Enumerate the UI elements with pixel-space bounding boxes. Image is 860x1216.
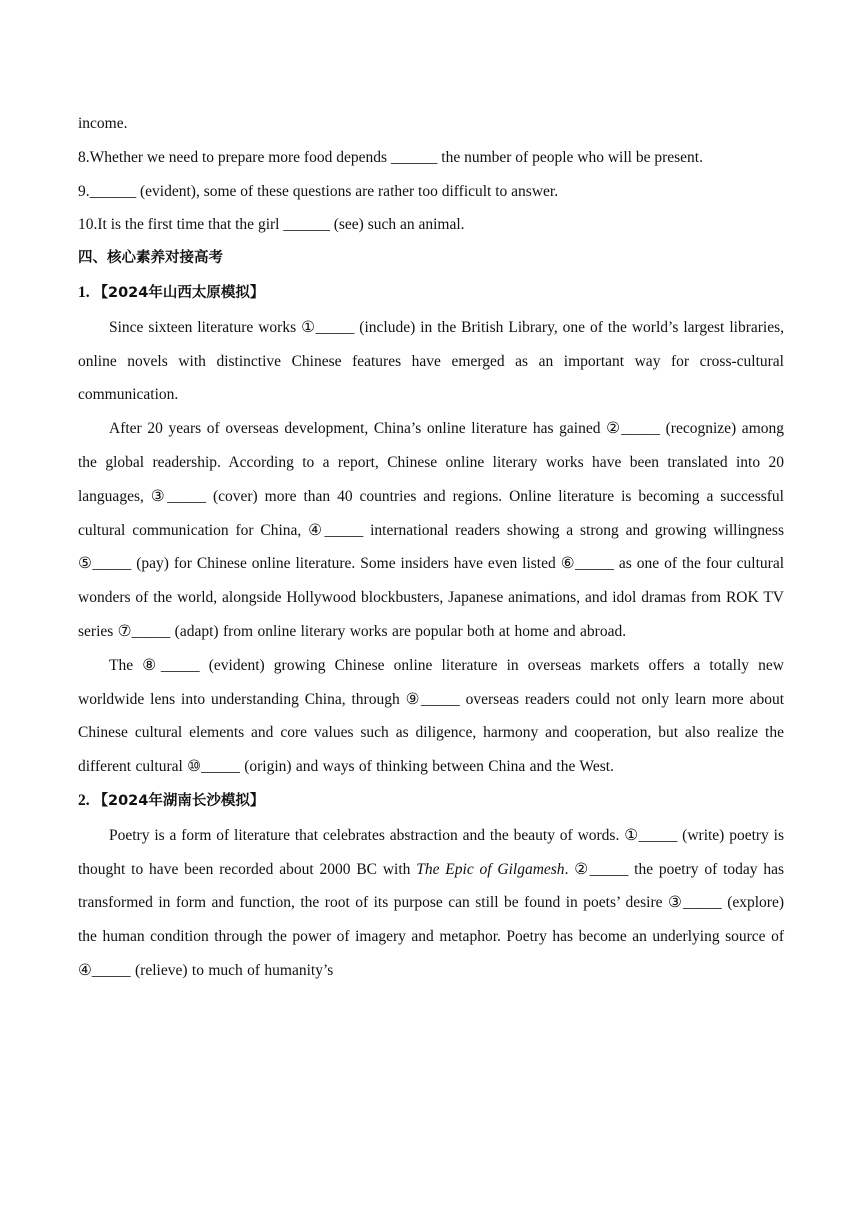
- item-2-text-b: . ②_____ the poetry of today has transformed in form and function, the root of its purpose can still be found in poets’ desire ③_____ (explore) the human condition through the power of imagery and metaphor. Poetry has become an underlying source of ④_____ (relieve) to much of humanity’s: [78, 860, 784, 979]
- question-8: 8.Whether we need to prepare more food depends ______ the number of people who will be present.: [78, 148, 703, 166]
- item-2-header: [78, 784, 784, 819]
- item-2-text-a: Poetry is a form of literature that celebrates abstraction and the beauty of words. ①_____ (write) poetry is thought to have been recorded about 2000 BC with: [78, 826, 784, 878]
- section-heading: 四、核心素养对接高考: [78, 250, 223, 267]
- item-2-source: 【2024年湖南长沙模拟】: [93, 792, 265, 809]
- item-1-header: [78, 276, 784, 311]
- item-1-paragraph-3: The ⑧_____ (evident) growing Chinese online literature in overseas markets offers a totally new worldwide lens into understanding China, through ⑨_____ overseas readers could not only learn more about Chinese cultural elements and core values such as diligence, harmony and cooperation, but also realize the different cultural ⑩_____ (origin) and ways of thinking between China and the West.: [78, 656, 784, 776]
- epic-title: The Epic of Gilgamesh: [416, 860, 565, 878]
- item-1-source: 【2024年山西太原模拟】: [93, 284, 265, 301]
- item-1-paragraph-1: Since sixteen literature works ①_____ (include) in the British Library, one of the world’s largest libraries, online novels with distinctive Chinese features have emerged as an important way for cross-cultural communication.: [78, 318, 784, 404]
- item-1-paragraph-2: After 20 years of overseas development, China’s online literature has gained ②_____ (recognize) among the global readership. According to a report, Chinese online literary works have been translated into 20 languages, ③_____ (cover) more than 40 countries and regions. Online literature is becoming a successful cultural communication for China, ④_____ international readers showing a strong and growing willingness ⑤_____ (pay) for Chinese online literature. Some insiders have even listed ⑥_____ as one of the four cultural wonders of the world, alongside Hollywood blockbusters, Japanese animations, and idol dramas from ROK TV series ⑦_____ (adapt) from online literary works are popular both at home and abroad.: [78, 420, 784, 640]
- question-9: 9.______ (evident), some of these questions are rather too difficult to answer.: [78, 182, 559, 200]
- question-10: 10.It is the first time that the girl ______ (see) such an animal.: [78, 216, 465, 234]
- text-line: income.: [78, 115, 128, 132]
- item-2-number: 2.: [78, 791, 90, 809]
- item-2-paragraph-1: [78, 819, 784, 988]
- item-1-number: 1.: [78, 283, 90, 301]
